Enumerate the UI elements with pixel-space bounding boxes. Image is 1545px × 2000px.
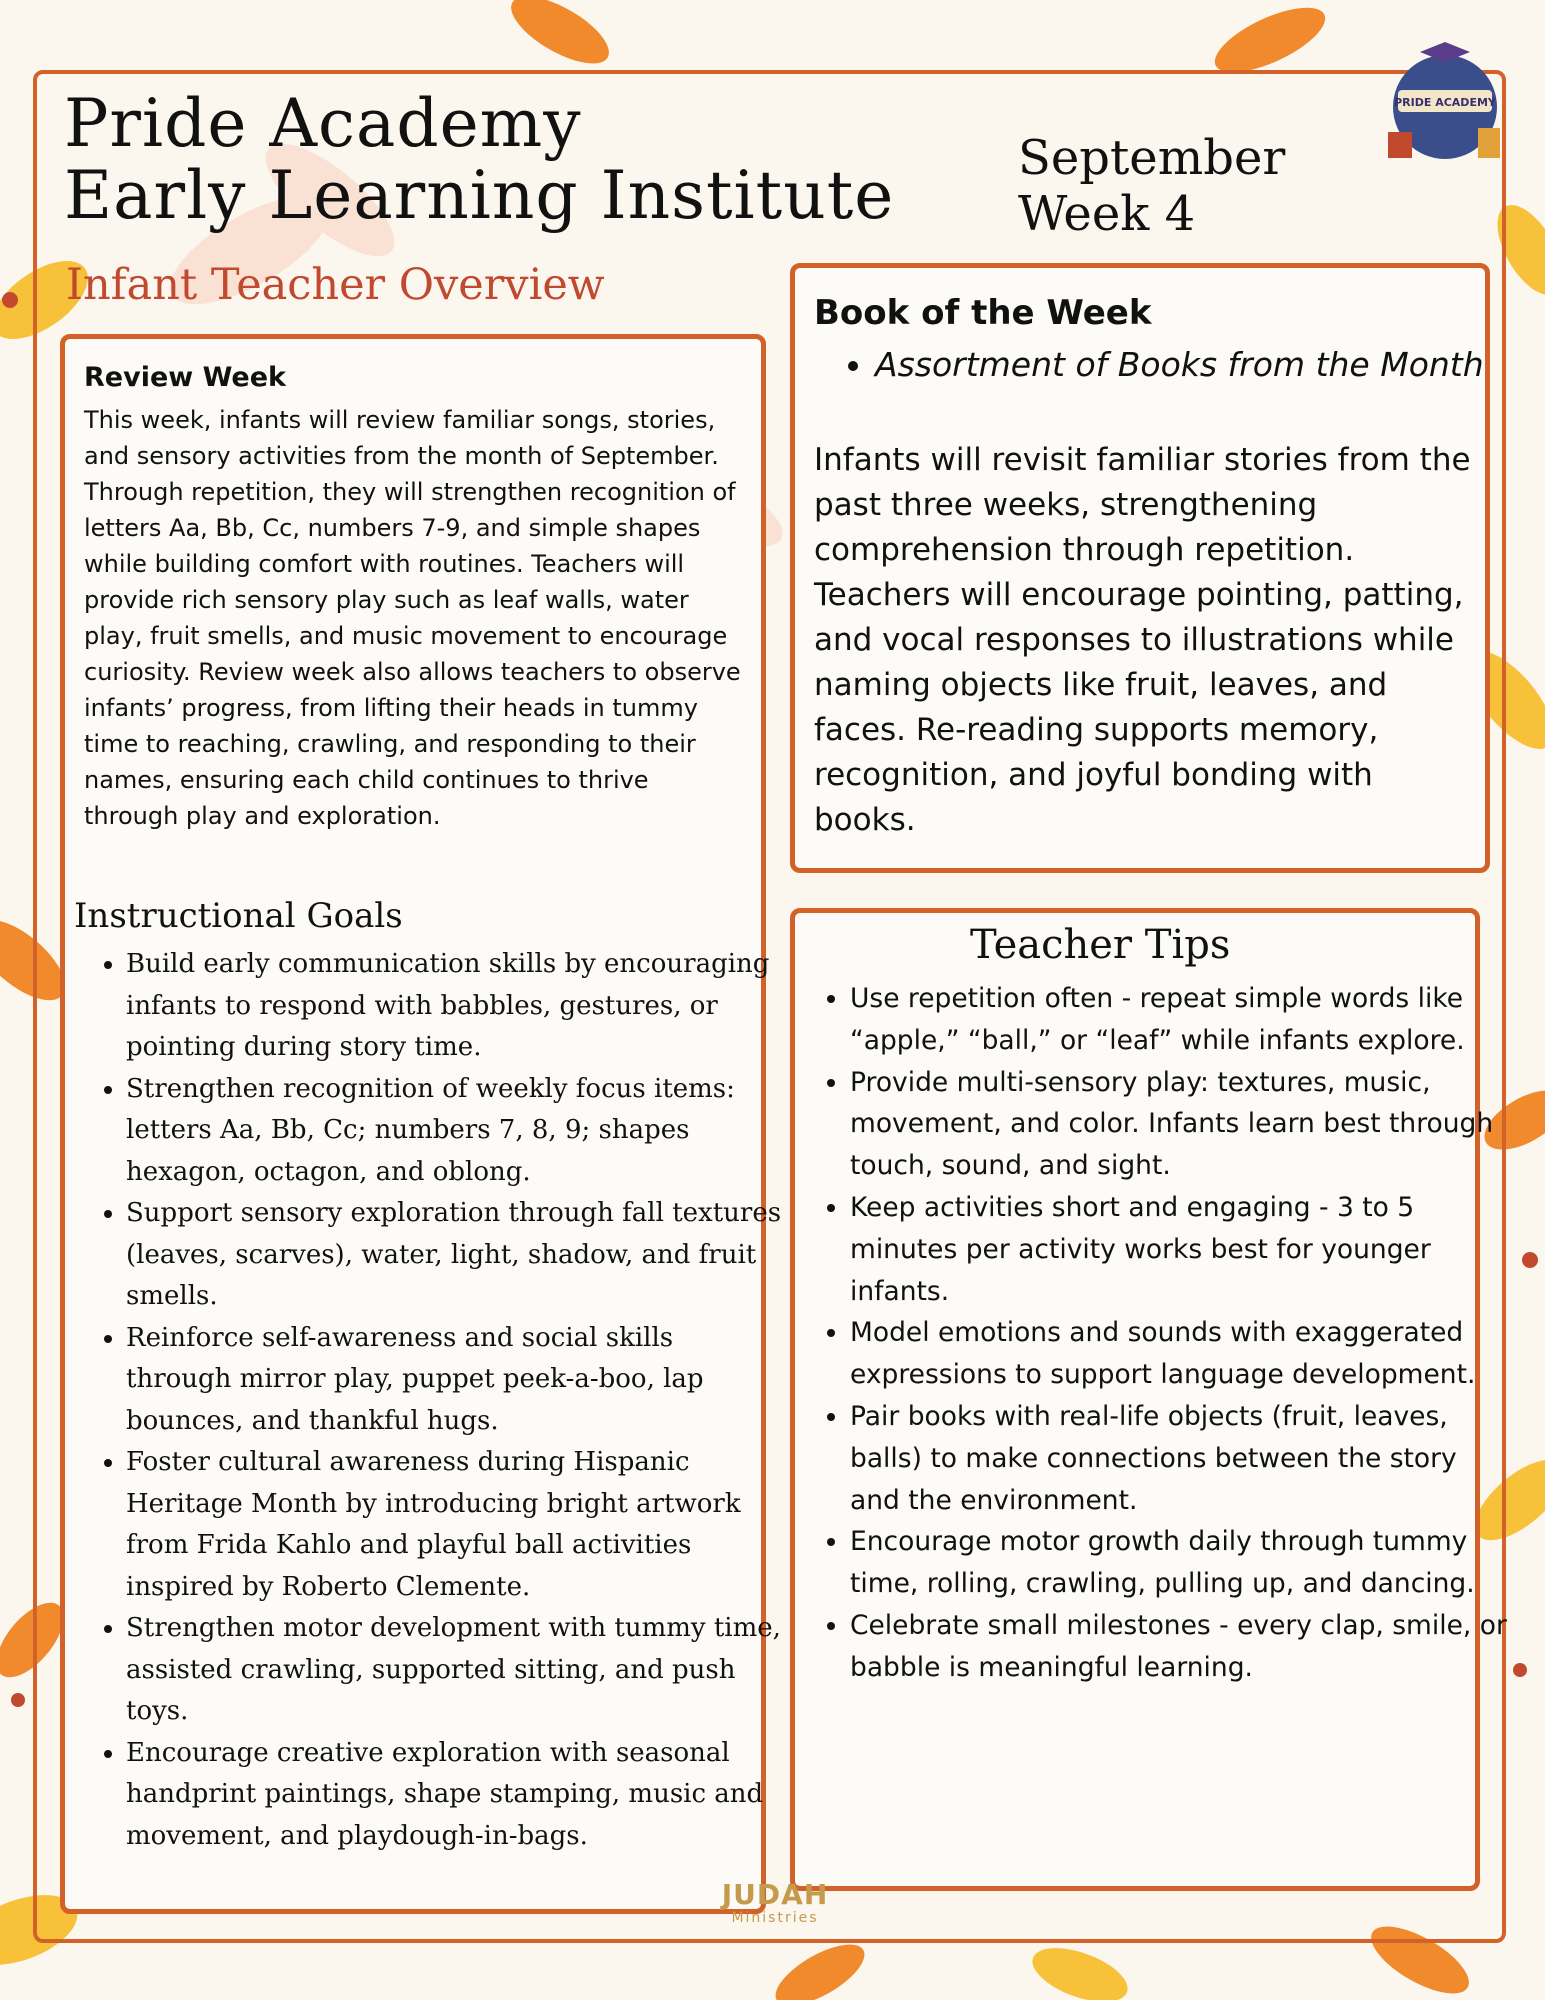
footer-logo-line-1: JUDAH xyxy=(721,1878,829,1911)
book-of-week-heading: Book of the Week xyxy=(814,293,1152,333)
tip-item: • Encourage motor growth daily through tummy time, rolling, crawling, pulling up, and dancing. xyxy=(850,1521,1510,1605)
instructional-goals-list xyxy=(86,944,786,1857)
logo-text: PRIDE ACADEMY xyxy=(1394,96,1496,109)
goal-item: • Support sensory exploration through fall textures (leaves, scarves), water, light, shadow, and fruit smells. xyxy=(126,1193,786,1318)
instructional-goals-heading: Instructional Goals xyxy=(74,896,403,936)
tip-item: • Keep activities short and engaging - 3 to 5 minutes per activity works best for younger infants. xyxy=(850,1187,1510,1312)
tip-item: • Use repetition often - repeat simple words like “apple,” “ball,” or “leaf” while infants explore. xyxy=(850,978,1510,1062)
week-label: Week 4 xyxy=(1018,186,1196,242)
title-line-2: Early Learning Institute xyxy=(64,157,895,234)
teacher-tips-heading: Teacher Tips xyxy=(970,922,1231,968)
goal-item: • Strengthen motor development with tummy time, assisted crawling, supported sitting, and push toys. xyxy=(126,1608,786,1733)
tip-item: • Provide multi-sensory play: textures, music, movement, and color. Infants learn best through touch, sound, and sight. xyxy=(850,1062,1510,1187)
book-title-item: • Assortment of Books from the Month xyxy=(875,340,1495,389)
tip-item: • Pair books with real-life objects (fruit, leaves, balls) to make connections between the story and the environment. xyxy=(850,1396,1510,1521)
tip-item: • Model emotions and sounds with exaggerated expressions to support language development. xyxy=(850,1312,1510,1396)
review-week-heading: Review Week xyxy=(84,362,287,393)
month-label: September xyxy=(1018,130,1286,186)
tip-item: • Celebrate small milestones - every clap, smile, or babble is meaningful learning. xyxy=(850,1605,1510,1689)
pride-academy-logo xyxy=(1370,32,1520,172)
book-description: Infants will revisit familiar stories from the past three weeks, strengthening comprehension through repetition. Teachers will encourage pointing, patting, and vocal responses to illustrations while naming objects like fruit, leaves, and faces. Re-reading supports memory, recognition, and joyful bonding with books. xyxy=(814,442,1471,838)
title-line-1: Pride Academy xyxy=(64,85,582,162)
review-week-text: This week, infants will review familiar songs, stories, and sensory activities from the month of September. Through repetition, they will strengthen recognition of letters Aa, Bb, Cc, numbers 7-9, and simple shapes while building comfort with routines. Teachers will provide rich sensory play such as leaf walls, water play, fruit smells, and music movement to encourage curiosity. Review week also allows teachers to observe infants’ progress, from lifting their heads in tummy time to reaching, crawling, and responding to their names, ensuring each child continues to thrive through play and exploration. xyxy=(84,406,741,830)
page-title xyxy=(64,85,895,234)
goal-item: • Build early communication skills by encouraging infants to respond with babbles, gestures, or pointing during story time. xyxy=(126,944,786,1069)
goal-item: • Encourage creative exploration with seasonal handprint paintings, shape stamping, music and movement, and playdough-in-bags. xyxy=(126,1733,786,1858)
goal-item: • Foster cultural awareness during Hispanic Heritage Month by introducing bright artwork from Frida Kahlo and playful ball activities inspired by Roberto Clemente. xyxy=(126,1442,786,1608)
page-subtitle: Infant Teacher Overview xyxy=(66,260,605,310)
footer-logo-line-2: Ministries xyxy=(731,1910,819,1926)
book-list xyxy=(835,340,1495,389)
teacher-tips-list xyxy=(814,978,1510,1689)
judah-ministries-logo xyxy=(715,1880,835,1940)
goal-item: • Strengthen recognition of weekly focus items: letters Aa, Bb, Cc; numbers 7, 8, 9; shapes hexagon, octagon, and oblong. xyxy=(126,1069,786,1194)
goal-item: • Reinforce self-awareness and social skills through mirror play, puppet peek-a-boo, lap bounces, and thankful hugs. xyxy=(126,1318,786,1443)
date-block xyxy=(1018,130,1285,242)
